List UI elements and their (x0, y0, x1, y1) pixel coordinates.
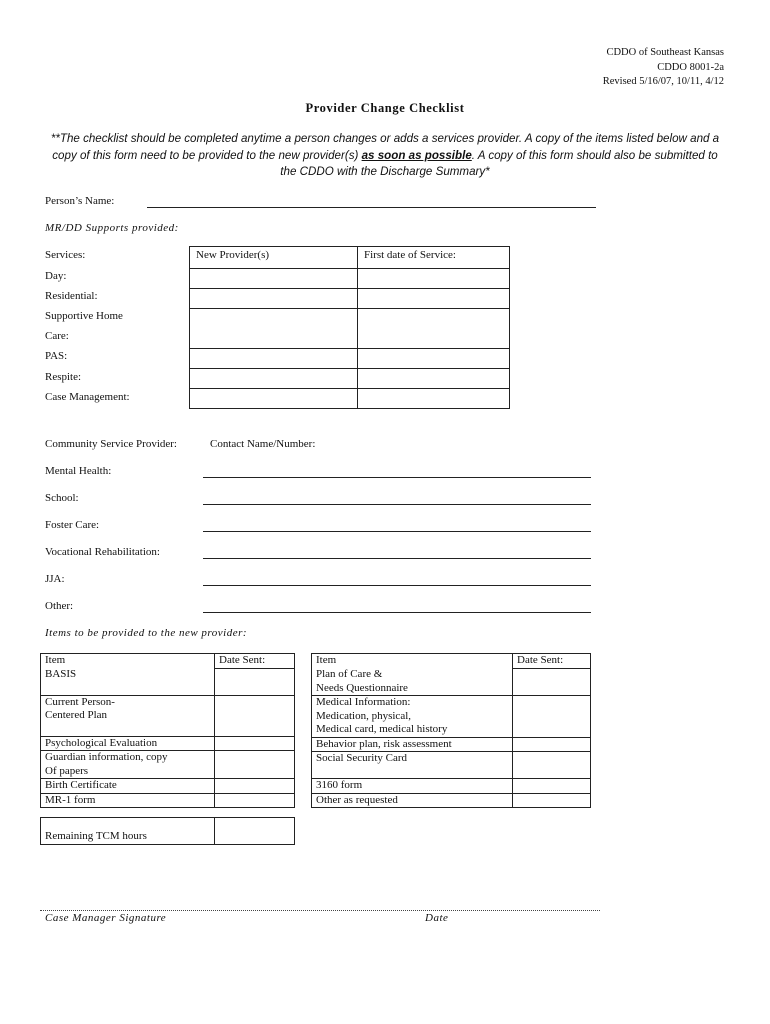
item-social-security-card: Social Security Card (312, 752, 513, 779)
signature-date-label: Date (425, 912, 449, 924)
foster-care-label: Foster Care: (45, 519, 100, 531)
item-social-security-card-date-cell[interactable] (513, 752, 591, 779)
items-right-col-date: Date Sent: (513, 654, 591, 669)
item-plan-of-care-date-cell[interactable] (513, 668, 591, 696)
items-label: Items to be provided to the new provider: (45, 627, 248, 639)
item-line: Medical Information: (316, 696, 411, 708)
items-right-table (311, 653, 591, 808)
tcm-hours-label: Remaining TCM hours (41, 818, 215, 845)
item-mr1-form: MR-1 form (41, 793, 215, 808)
item-3160-form-date-cell[interactable] (513, 779, 591, 794)
tcm-hours-table (40, 817, 295, 845)
item-line: Medication, physical, (316, 709, 412, 722)
mental-health-label: Mental Health: (45, 465, 112, 477)
persons-name-label: Person’s Name: (45, 195, 115, 207)
vocational-rehab-field[interactable] (203, 558, 591, 559)
note-text-2: . A copy of this form should also be submitted to the CDDO with the Discharge Summary* (280, 148, 718, 178)
item-guardian-information (41, 751, 215, 779)
item-mr1-form-date-cell[interactable] (215, 793, 295, 808)
service-respite-label: Respite: (45, 371, 82, 383)
contact-label: Contact Name/Number: (210, 438, 316, 450)
item-line: Medical card, medical history (316, 723, 448, 735)
pas-date-cell[interactable] (358, 349, 510, 369)
item-line: Guardian information, copy (45, 751, 168, 763)
respite-date-cell[interactable] (358, 369, 510, 389)
instructions-note (50, 131, 720, 181)
note-emphasis: as soon as possible (361, 148, 472, 162)
item-psychological-evaluation-date-cell[interactable] (215, 736, 295, 751)
residential-date-cell[interactable] (358, 289, 510, 309)
jja-field[interactable] (203, 585, 591, 586)
service-supportive-home-label: Supportive Home (45, 310, 123, 322)
form-number: CDDO 8001-2a (657, 61, 724, 73)
case-manager-signature-label: Case Manager Signature (45, 912, 167, 924)
community-provider-label: Community Service Provider: (45, 438, 177, 450)
col-new-provider: New Provider(s) (190, 247, 358, 269)
signature-line[interactable] (40, 910, 600, 911)
item-birth-certificate-date-cell[interactable] (215, 779, 295, 794)
vocational-rehab-label: Vocational Rehabilitation: (45, 546, 160, 558)
supports-label: MR/DD Supports provided: (45, 222, 179, 234)
other-field[interactable] (203, 612, 591, 613)
items-left-table (40, 653, 295, 808)
item-basis: BASIS (41, 668, 215, 695)
item-behavior-plan: Behavior plan, risk assessment (312, 737, 513, 752)
pas-provider-cell[interactable] (190, 349, 358, 369)
item-other-as-requested: Other as requested (312, 793, 513, 808)
page-title: Provider Change Checklist (305, 101, 465, 115)
col-first-date: First date of Service: (358, 247, 510, 269)
day-date-cell[interactable] (358, 269, 510, 289)
item-line: Plan of Care & (316, 668, 383, 680)
service-case-management-label: Case Management: (45, 391, 130, 403)
service-pas-label: PAS: (45, 350, 68, 362)
respite-provider-cell[interactable] (190, 369, 358, 389)
item-line: Needs Questionnaire (316, 681, 408, 694)
item-3160-form: 3160 form (312, 779, 513, 794)
item-medical-information (312, 696, 513, 738)
foster-care-field[interactable] (203, 531, 591, 532)
revision-date: Revised 5/16/07, 10/11, 4/12 (602, 76, 724, 87)
day-provider-cell[interactable] (190, 269, 358, 289)
services-label: Services: (45, 249, 86, 261)
service-day-label: Day: (45, 270, 67, 282)
school-field[interactable] (203, 504, 591, 505)
school-label: School: (45, 492, 79, 504)
item-line: Of papers (45, 764, 89, 777)
item-plan-of-care (312, 668, 513, 696)
items-right-col-item: Item (312, 654, 513, 669)
supportive-home-date-cell[interactable] (358, 309, 510, 349)
item-line: Current Person- (45, 695, 115, 708)
supportive-home-provider-cell[interactable] (190, 309, 358, 349)
org-name: CDDO of Southeast Kansas (606, 47, 724, 58)
item-medical-information-date-cell[interactable] (513, 696, 591, 738)
item-line: Centered Plan (45, 709, 108, 721)
item-basis-date-cell[interactable] (215, 668, 295, 695)
residential-provider-cell[interactable] (190, 289, 358, 309)
mental-health-field[interactable] (203, 477, 591, 478)
item-other-as-requested-date-cell[interactable] (513, 793, 591, 808)
note-text-1: **The checklist should be completed anytime a person changes or adds a services provider. A copy of the items listed below and a copy of this form need to be provided to the new provider(s) (50, 132, 720, 162)
items-left-col-date: Date Sent: (215, 654, 295, 669)
persons-name-field[interactable] (147, 207, 596, 208)
item-behavior-plan-date-cell[interactable] (513, 737, 591, 752)
item-guardian-information-date-cell[interactable] (215, 751, 295, 779)
services-table (189, 246, 510, 409)
item-person-centered-plan-date-cell[interactable] (215, 695, 295, 736)
item-birth-certificate: Birth Certificate (41, 779, 215, 794)
items-left-col-item: Item (41, 654, 215, 669)
case-management-provider-cell[interactable] (190, 389, 358, 409)
form-header (603, 46, 724, 90)
service-care-label: Care: (45, 330, 69, 342)
other-label: Other: (45, 600, 74, 612)
jja-label: JJA: (45, 573, 65, 585)
item-person-centered-plan (41, 695, 215, 736)
service-residential-label: Residential: (45, 290, 98, 302)
item-psychological-evaluation: Psychological Evaluation (41, 736, 215, 751)
case-management-date-cell[interactable] (358, 389, 510, 409)
tcm-hours-cell[interactable] (215, 818, 295, 845)
